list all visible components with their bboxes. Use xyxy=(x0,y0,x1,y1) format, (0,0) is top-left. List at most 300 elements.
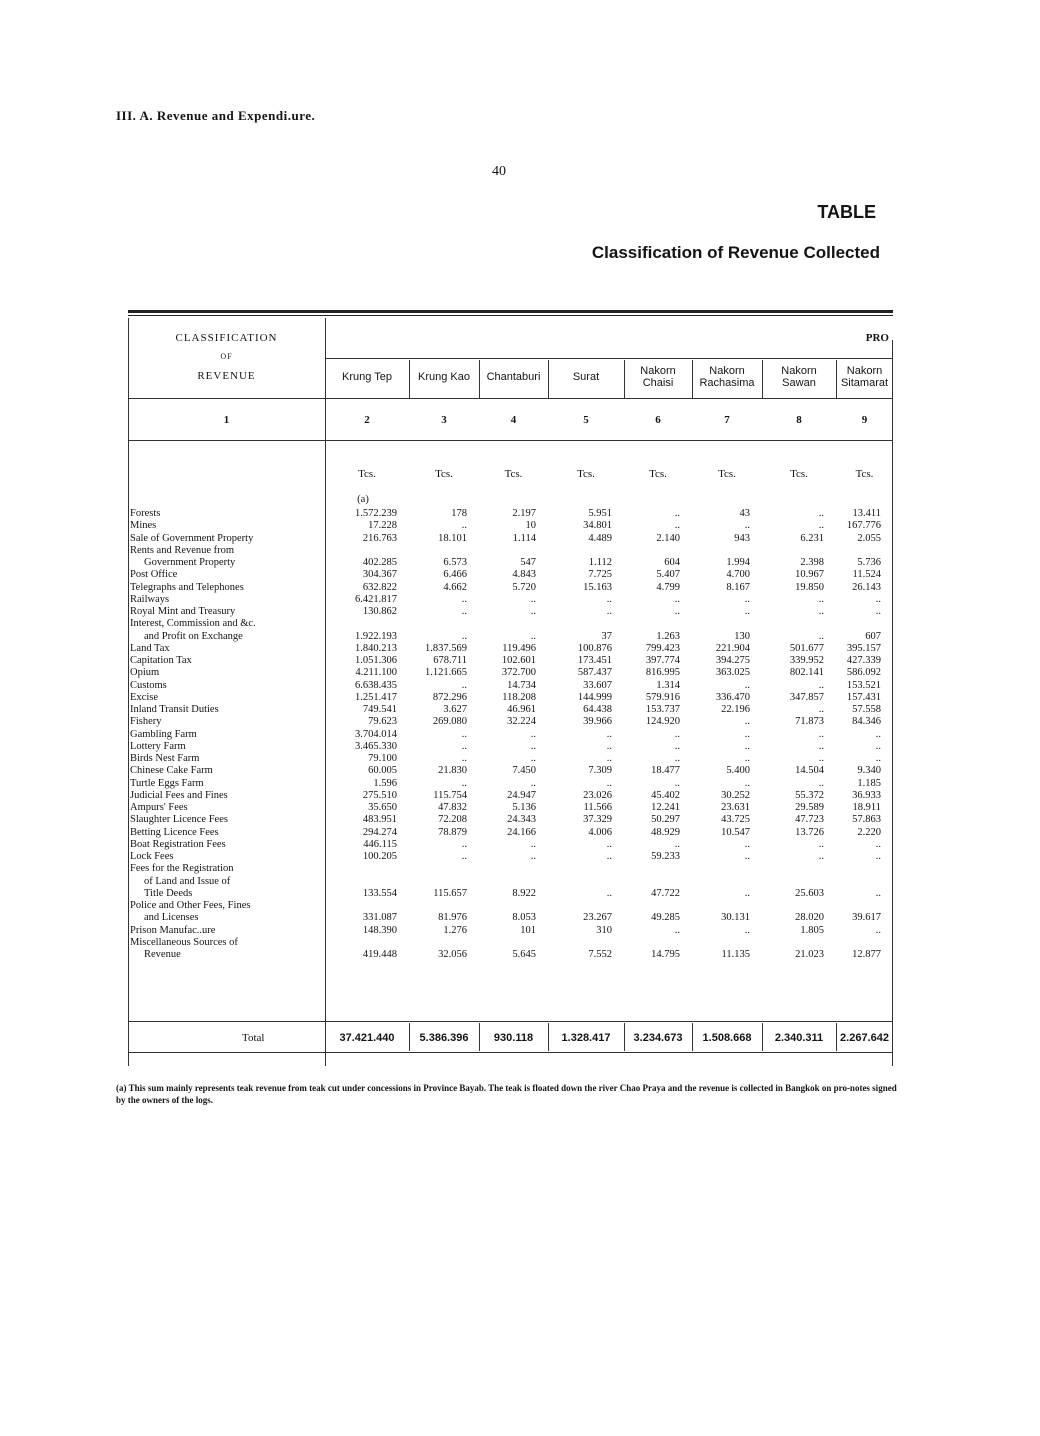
table-cell: 32.056 xyxy=(438,949,467,960)
page-number: 40 xyxy=(492,164,506,179)
column-header: Nakorn Sawan xyxy=(781,365,817,389)
table-cell: 119.496 xyxy=(502,642,536,654)
table-cell: 221.904 xyxy=(715,642,750,654)
table-cell: .. xyxy=(744,593,750,605)
number-row-line xyxy=(128,440,893,441)
table-cell: 872.296 xyxy=(432,691,467,703)
row-label: Opium xyxy=(130,667,160,679)
table-cell: 15.163 xyxy=(583,581,612,593)
table-cell: 39.966 xyxy=(583,716,612,728)
table-cell: 47.723 xyxy=(795,814,824,826)
table-cell: 178 xyxy=(451,508,467,519)
row-label: Customs xyxy=(130,679,167,691)
table-cell: .. xyxy=(744,887,750,899)
row-label: Royal Mint and Treasury xyxy=(130,606,236,617)
table-cell: 17.228 xyxy=(368,520,397,532)
row-label: Telegraphs and Telephones xyxy=(130,581,244,593)
row-label: Revenue xyxy=(144,949,181,960)
table-title: Classification of Revenue Collected xyxy=(591,243,880,262)
table-cell: 29.589 xyxy=(795,802,824,813)
column-header: Nakorn Sitamarat xyxy=(840,365,889,389)
table-cell: .. xyxy=(461,753,467,764)
total-cell: 1.328.417 xyxy=(561,1032,611,1044)
classification-divider xyxy=(325,318,326,1066)
column-number: 5 xyxy=(583,414,589,426)
table-cell: 23.267 xyxy=(583,912,612,924)
row-label: Betting Licence Fees xyxy=(130,826,219,838)
table-cell: 1.051.306 xyxy=(355,655,397,666)
unit-label: Tcs. xyxy=(649,468,667,480)
table-cell: 11.566 xyxy=(583,802,612,813)
table-cell: .. xyxy=(674,740,680,752)
row-label: Government Property xyxy=(144,557,236,568)
table-cell: 46.961 xyxy=(507,704,536,715)
table-cell: .. xyxy=(744,777,750,789)
row-label: Railways xyxy=(130,593,170,605)
table-cell: .. xyxy=(744,753,750,764)
table-cell: 37.329 xyxy=(583,814,612,826)
row-label: Capitation Tax xyxy=(130,655,192,666)
table-cell: .. xyxy=(744,606,750,617)
frame-right-line xyxy=(892,340,893,1066)
header-bottom-line xyxy=(128,398,893,399)
row-label: Turtle Eggs Farm xyxy=(130,777,204,789)
column-header: Krung Tep xyxy=(342,371,392,383)
table-cell: .. xyxy=(744,520,750,532)
table-cell: .. xyxy=(818,593,824,605)
table-cell: 35.650 xyxy=(368,802,397,813)
table-cell: 6.466 xyxy=(443,569,467,581)
table-cell: 18.101 xyxy=(438,532,467,544)
column-header: Surat xyxy=(572,371,600,383)
table-cell: 12.877 xyxy=(852,949,881,960)
column-number: 8 xyxy=(796,414,802,426)
table-label: TABLE xyxy=(817,202,876,222)
row-label: Judicial Fees and Fines xyxy=(130,789,228,801)
total-cell: 5.386.396 xyxy=(419,1032,469,1044)
table-cell: 372.700 xyxy=(501,667,536,679)
table-cell: 336.470 xyxy=(715,691,750,703)
table-cell: 30.252 xyxy=(721,789,750,801)
table-cell: .. xyxy=(606,593,612,605)
table-cell: 395.157 xyxy=(846,642,881,654)
province-underline xyxy=(325,358,893,359)
table-cell: .. xyxy=(674,924,680,936)
table-cell: 419.448 xyxy=(362,949,397,960)
unit-label: Tcs. xyxy=(577,468,595,480)
table-cell: 12.241 xyxy=(651,802,680,813)
table-cell: 102.601 xyxy=(501,655,536,666)
row-label: Mines xyxy=(130,520,157,532)
table-cell: 216.763 xyxy=(362,532,397,544)
row-label: Chinese Cake Farm xyxy=(130,765,213,777)
table-cell: 331.087 xyxy=(362,912,397,924)
table-cell: 84.346 xyxy=(852,716,881,728)
table-cell: 5.951 xyxy=(588,508,612,519)
table-cell: .. xyxy=(461,679,467,691)
unit-label: Tcs. xyxy=(855,468,874,480)
province-header: PRO xyxy=(865,332,889,344)
classification-header-3: REVENUE xyxy=(197,370,256,382)
table-cell: 5.645 xyxy=(512,949,536,960)
table-cell: 607 xyxy=(865,630,881,642)
column-header: Nakorn Chaisi xyxy=(640,365,676,389)
row-label: Rents and Revenue from xyxy=(130,544,235,556)
table-cell: .. xyxy=(530,593,536,605)
table-cell: 173.451 xyxy=(577,655,612,666)
unit-label: Tcs. xyxy=(435,468,453,480)
row-label: Boat Registration Fees xyxy=(130,838,226,850)
table-cell: 427.339 xyxy=(846,655,881,666)
table-cell: 2.197 xyxy=(512,508,536,519)
table-cell: .. xyxy=(818,704,824,715)
table-cell: .. xyxy=(875,851,881,862)
table-cell: 33.607 xyxy=(583,679,612,691)
total-cell: 3.234.673 xyxy=(633,1032,683,1044)
table-cell: 30.131 xyxy=(721,912,750,924)
unit-label: Tcs. xyxy=(358,468,376,480)
table-cell: 71.873 xyxy=(795,716,824,728)
table-cell: 21.830 xyxy=(438,765,467,777)
table-cell: 4.211.100 xyxy=(355,667,397,679)
table-cell: 816.995 xyxy=(645,667,680,679)
unit-label: Tcs. xyxy=(790,468,808,480)
row-label: Miscellaneous Sources of xyxy=(130,936,238,948)
table-cell: 7.725 xyxy=(588,569,612,581)
table-cell: .. xyxy=(461,740,467,752)
table-cell: .. xyxy=(530,851,536,862)
table-cell: 397.774 xyxy=(645,655,680,666)
table-cell: 310 xyxy=(596,924,612,936)
table-cell: 14.734 xyxy=(507,679,536,691)
table-cell: 402.285 xyxy=(362,557,397,568)
unit-label: Tcs. xyxy=(718,468,736,480)
table-cell: 11.135 xyxy=(721,949,750,960)
table-cell: 115.754 xyxy=(433,789,467,801)
total-cell: 2.267.642 xyxy=(840,1032,889,1044)
table-cell: 1.840.213 xyxy=(355,642,397,654)
row-label: and Profit on Exchange xyxy=(144,630,243,642)
table-cell: 10.967 xyxy=(795,569,824,581)
table-cell: 64.438 xyxy=(583,704,612,715)
table-cell: .. xyxy=(606,887,612,899)
table-cell: .. xyxy=(674,520,680,532)
table-cell: .. xyxy=(818,838,824,850)
table-cell: 4.843 xyxy=(512,569,536,581)
table-cell: 586.092 xyxy=(846,667,881,679)
table-cell: .. xyxy=(674,838,680,850)
table-cell: .. xyxy=(461,606,467,617)
table-cell: 13.411 xyxy=(852,508,881,519)
total-cell: 930.118 xyxy=(493,1032,534,1044)
table-cell: 5.736 xyxy=(857,557,881,568)
table-cell: 157.431 xyxy=(846,691,881,703)
table-cell: .. xyxy=(606,740,612,752)
table-cell: 4.700 xyxy=(726,569,750,581)
total-label: Total xyxy=(242,1032,265,1044)
table-cell: .. xyxy=(674,606,680,617)
table-cell: 130 xyxy=(734,630,750,642)
column-number: 2 xyxy=(364,414,370,426)
table-cell: 2.398 xyxy=(800,557,824,568)
table-cell: 148.390 xyxy=(362,924,397,936)
table-cell: 6.638.435 xyxy=(355,679,397,691)
total-cell: 1.508.668 xyxy=(702,1032,752,1044)
table-cell: .. xyxy=(606,838,612,850)
row-label: Post Office xyxy=(130,569,178,581)
table-cell: .. xyxy=(606,753,612,764)
table-cell: .. xyxy=(530,606,536,617)
table-cell: 14.795 xyxy=(651,949,680,960)
table-cell: 72.208 xyxy=(438,814,467,826)
column-number: 4 xyxy=(510,414,517,426)
total-cell: 2.340.311 xyxy=(774,1032,824,1044)
column-number: 7 xyxy=(724,414,730,426)
row-label: Sale of Government Property xyxy=(130,532,254,544)
table-cell: 118.208 xyxy=(502,691,536,703)
table-cell: 19.850 xyxy=(795,581,824,593)
table-cell: 153.521 xyxy=(846,679,881,691)
table-cell: 28.020 xyxy=(795,912,824,924)
table-cell: 153.737 xyxy=(645,704,680,715)
table-cell: .. xyxy=(674,728,680,740)
table-cell: 22.196 xyxy=(721,704,750,715)
table-cell: 24.166 xyxy=(507,826,536,838)
row-label: Lock Fees xyxy=(130,851,174,862)
table-cell: 167.776 xyxy=(846,520,881,532)
table-cell: .. xyxy=(818,728,824,740)
table-cell: .. xyxy=(818,851,824,862)
table-cell: .. xyxy=(674,508,680,519)
table-cell: 23.026 xyxy=(583,789,612,801)
table-cell: 24.343 xyxy=(507,814,536,826)
footnote: (a) This sum mainly represents teak revenue from teak cut under concessions in Province Bayab. The teak is floated down the river Chao Praya and the revenue is collected in Bangkok on pro-notes signed by the owners of the logs. xyxy=(116,1083,897,1105)
table-cell: 13.726 xyxy=(795,826,824,838)
table-cell: .. xyxy=(461,630,467,642)
table-cell: 3.465.330 xyxy=(355,740,397,752)
table-cell: 4.662 xyxy=(443,581,467,593)
table-cell: 1.114 xyxy=(512,532,536,544)
table-cell: 1.805 xyxy=(800,924,824,936)
table-cell: 749.541 xyxy=(362,704,397,715)
table-cell: 5.407 xyxy=(656,569,680,581)
table-cell: .. xyxy=(744,740,750,752)
table-cell: 632.822 xyxy=(362,581,397,593)
table-cell: 133.554 xyxy=(362,887,397,899)
row-label: Title Deeds xyxy=(144,887,193,899)
table-cell: 1.994 xyxy=(726,557,750,568)
table-cell: 802.141 xyxy=(789,667,824,679)
table-cell: 124.920 xyxy=(645,716,680,728)
table-cell: 8.053 xyxy=(512,912,536,924)
table-cell: .. xyxy=(461,520,467,532)
table-cell: 36.933 xyxy=(852,789,881,801)
column-header: Krung Kao xyxy=(418,371,470,383)
table-cell: 6.421.817 xyxy=(355,593,397,605)
table-cell: 78.879 xyxy=(438,826,467,838)
table-cell: .. xyxy=(461,777,467,789)
table-cell: .. xyxy=(461,851,467,862)
table-cell: 115.657 xyxy=(433,887,467,899)
total-bottom-line xyxy=(128,1052,893,1053)
table-cell: .. xyxy=(461,728,467,740)
table-cell: 21.023 xyxy=(795,949,824,960)
table-cell: .. xyxy=(744,679,750,691)
table-cell: 26.143 xyxy=(852,581,881,593)
total-top-line xyxy=(128,1021,893,1022)
table-cell: 275.510 xyxy=(362,789,397,801)
table-cell: .. xyxy=(818,508,824,519)
frame-left-line xyxy=(128,318,129,1066)
table-cell: 43.725 xyxy=(721,814,750,826)
table-cell: 34.801 xyxy=(583,520,612,532)
table-cell: .. xyxy=(530,728,536,740)
table-cell: 10.547 xyxy=(721,826,750,838)
table-cell: 1.314 xyxy=(656,679,680,691)
table-cell: 547 xyxy=(520,557,536,568)
table-cell: 579.916 xyxy=(645,691,680,703)
table-cell: .. xyxy=(818,777,824,789)
table-cell: .. xyxy=(530,777,536,789)
table-cell: 587.437 xyxy=(577,667,612,679)
table-cell: 144.999 xyxy=(577,691,612,703)
row-label: Fishery xyxy=(130,716,162,728)
table-cell: 59.233 xyxy=(651,851,680,862)
table-cell: 8.922 xyxy=(512,887,536,899)
table-cell: 1.572.239 xyxy=(355,508,397,519)
table-cell: 678.711 xyxy=(433,655,467,666)
table-cell: 49.285 xyxy=(651,912,680,924)
table-cell: 501.677 xyxy=(789,642,824,654)
table-cell: 2.055 xyxy=(857,532,881,544)
table-cell: .. xyxy=(744,728,750,740)
table-cell: 8.167 xyxy=(726,581,750,593)
table-cell: .. xyxy=(875,728,881,740)
table-cell: 47.722 xyxy=(651,887,680,899)
table-cell: 9.340 xyxy=(857,765,881,777)
table-cell: 1.112 xyxy=(588,557,612,568)
table-cell: 269.080 xyxy=(432,716,467,728)
table-cell: .. xyxy=(606,606,612,617)
table-cell: 943 xyxy=(734,532,750,544)
row-label: Interest, Commission and &c. xyxy=(130,618,256,630)
table-cell: 5.400 xyxy=(726,765,750,777)
table-cell: 45.402 xyxy=(651,789,680,801)
table-cell: .. xyxy=(875,924,881,936)
table-cell: .. xyxy=(818,740,824,752)
column-number: 3 xyxy=(441,414,447,426)
table-cell: 57.863 xyxy=(852,814,881,826)
table-cell: .. xyxy=(744,716,750,728)
table-cell: 347.857 xyxy=(789,691,824,703)
table-cell: .. xyxy=(461,838,467,850)
first-column-number: 1 xyxy=(223,414,230,426)
table-cell: 101 xyxy=(520,924,536,936)
table-cell: 1.922.193 xyxy=(355,630,397,642)
table-cell: 799.423 xyxy=(645,642,680,654)
table-cell: .. xyxy=(744,838,750,850)
table-cell: 100.876 xyxy=(577,642,612,654)
table-cell: 81.976 xyxy=(438,912,467,924)
table-cell: .. xyxy=(461,593,467,605)
table-cell: 7.309 xyxy=(588,765,612,777)
table-cell: 18.911 xyxy=(852,802,881,813)
column-header: Nakorn Rachasima xyxy=(699,365,755,389)
table-cell: .. xyxy=(875,838,881,850)
table-cell: .. xyxy=(744,851,750,862)
table-cell: 18.477 xyxy=(651,765,680,777)
table-cell: .. xyxy=(875,753,881,764)
row-label: Gambling Farm xyxy=(130,728,197,740)
table-cell: 57.558 xyxy=(852,704,881,715)
table-cell: .. xyxy=(818,679,824,691)
table-cell: 1.263 xyxy=(656,630,680,642)
table-cell: 79.100 xyxy=(368,753,397,764)
classification-header-2: OF xyxy=(220,352,233,361)
row-label: of Land and Issue of xyxy=(144,875,231,887)
table-cell: .. xyxy=(818,630,824,642)
row-label: Police and Other Fees, Fines xyxy=(130,900,251,911)
table-cell: .. xyxy=(674,753,680,764)
table-cell: .. xyxy=(875,740,881,752)
classification-header-1: CLASSIFICATION xyxy=(175,332,278,344)
table-cell: .. xyxy=(606,777,612,789)
table-cell: .. xyxy=(875,606,881,617)
row-label: Birds Nest Farm xyxy=(130,753,200,764)
table-cell: 11.524 xyxy=(852,569,881,581)
table-cell: 604 xyxy=(664,557,680,568)
table-cell: .. xyxy=(875,887,881,899)
table-cell: 446.115 xyxy=(363,838,397,850)
table-cell: 294.274 xyxy=(362,826,397,838)
table-cell: 2.220 xyxy=(857,826,881,838)
table-cell: .. xyxy=(744,924,750,936)
table-cell: 6.231 xyxy=(800,532,824,544)
table-cell: .. xyxy=(530,630,536,642)
table-cell: 25.603 xyxy=(795,887,824,899)
table-cell: 339.952 xyxy=(789,655,824,666)
row-label: Forests xyxy=(130,508,161,519)
running-head: III. A. Revenue and Expendi.ure. xyxy=(116,108,316,123)
table-cell: 7.450 xyxy=(512,765,536,777)
table-cell: .. xyxy=(606,851,612,862)
table-cell: 130.862 xyxy=(362,606,397,617)
row-label: Fees for the Registration xyxy=(130,863,234,875)
table-cell: 55.372 xyxy=(795,789,824,801)
table-cell: .. xyxy=(818,606,824,617)
note-marker: (a) xyxy=(357,494,369,505)
table-cell: 50.297 xyxy=(651,814,680,826)
table-cell: 1.251.417 xyxy=(355,691,397,703)
row-label: Ampurs' Fees xyxy=(130,802,188,813)
table-cell: 24.947 xyxy=(507,789,536,801)
table-cell: 5.720 xyxy=(512,581,536,593)
table-cell: 32.224 xyxy=(507,716,536,728)
table-cell: 304.367 xyxy=(362,569,397,581)
table-cell: 47.832 xyxy=(438,802,467,813)
table-cell: .. xyxy=(818,520,824,532)
table-cell: .. xyxy=(530,838,536,850)
table-cell: 5.136 xyxy=(512,802,536,813)
table-cell: 23.631 xyxy=(721,802,750,813)
table-cell: .. xyxy=(606,728,612,740)
table-cell: 39.617 xyxy=(852,912,881,924)
table-cell: 483.951 xyxy=(362,814,397,826)
table-cell: 3.627 xyxy=(443,704,467,715)
table-cell: 394.275 xyxy=(715,655,750,666)
table-cell: .. xyxy=(674,777,680,789)
table-cell: 100.205 xyxy=(362,851,397,862)
